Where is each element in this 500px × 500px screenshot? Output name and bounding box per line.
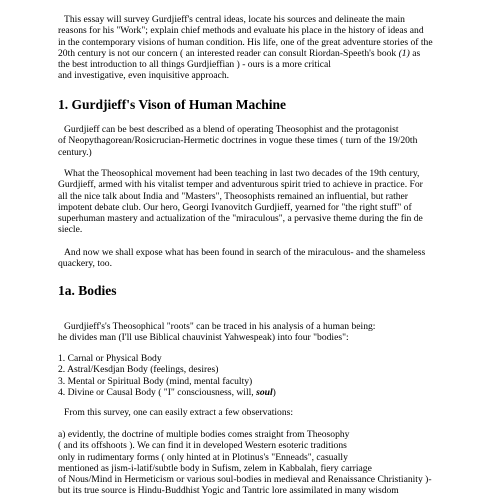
list-item: 2. Astral/Kesdjan Body (feelings, desires)	[58, 364, 219, 376]
text-fragment: )	[272, 386, 276, 398]
text-line: What the Theosophical movement had been teaching in last two decades of the 19th century,	[64, 168, 420, 179]
section1a-paragraph-3	[58, 429, 488, 497]
text-line: and investigative, even inquisitive approach.	[58, 70, 230, 82]
text-line: mentioned as jism-i-latif/subtle body in Sufism, zelem in Kabbalah, fiery carriage	[58, 462, 372, 474]
bodies-list	[58, 353, 488, 398]
text-line: of Nous/Mind in Hermeticism or various soul-bodies in medieval and Renaissance Christianity )-	[58, 474, 432, 486]
text-line: he divides man (I'll use Biblical chauvinist Yahwespeak) into four "bodies":	[58, 332, 349, 344]
text-line: century.)	[58, 146, 92, 158]
list-item: 1. Carnal or Physical Body	[58, 353, 162, 364]
text-line: Gurdjieff's's Theosophical "roots" can be traced in his analysis of a human being:	[64, 321, 376, 332]
text-line: siecle.	[58, 224, 83, 236]
text-line: From this survey, one can easily extract a few observations:	[64, 407, 294, 418]
text-line: a) evidently, the doctrine of multiple bodies comes straight from Theosophy	[58, 429, 350, 440]
text-fragment: 20th century is not our concern ( an interested reader can consult Riordan-Speeth's book	[58, 47, 399, 59]
text-line: impotent debate club. Our hero, Georgi Ivanovitch Gurdjieff, yearned for "the right stuff" of	[58, 201, 412, 213]
text-line: ( and its offshoots ). We can find it in developed Western esoteric traditions	[58, 440, 347, 452]
section1-paragraph-3	[58, 247, 488, 270]
text-line: quackery, too.	[58, 258, 112, 270]
text-line: This essay will survey Gurdjieff's central ideas, locate his sources and delineate the main	[64, 14, 405, 25]
footnote-reference: (1)	[398, 47, 410, 59]
text-line: superhuman mastery and actualization of the "miraculous", a pervasive theme during the fin de	[58, 213, 423, 225]
section1a-paragraph-2	[58, 407, 488, 418]
text-line: but its true source is Hindu-Buddhist Yogic and Tantric lore assimilated in many wisdom	[58, 485, 399, 497]
section1-paragraph-1	[58, 124, 488, 158]
text-line: of Neopythagorean/Rosicrucian-Hermetic doctrines in vogue these times ( turn of the 19/20th	[58, 135, 418, 147]
text-line	[58, 48, 488, 59]
text-fragment: as	[409, 47, 421, 59]
text-line: Gurdjieff can be best described as a blend of operating Theosophist and the protagonist	[64, 124, 399, 135]
section1-paragraph-2	[58, 168, 488, 236]
text-line: And now we shall expose what has been found in search of the miraculous- and the shameless	[64, 247, 426, 258]
section-heading-1a: 1a. Bodies	[58, 283, 117, 298]
text-line: only in rudimentary forms ( only hinted at in Plotinus's "Enneads", casually	[58, 451, 348, 463]
text-line: in the contemporary visions of human condition. His life, one of the great adventure stories of the	[58, 36, 433, 48]
text-line: Gurdjieff, armed with his vitalist temper and adventurous spirit tried to achieve in practice. For	[58, 179, 423, 191]
list-item: 3. Mental or Spiritual Body (mind, mental faculty)	[58, 375, 253, 387]
text-line: all the nice talk about India and "Masters", Theosophists remained an influential, but rather	[58, 190, 408, 202]
text-line: reasons for his "Work"; explain chief methods and evaluate his place in the history of ideas and	[58, 25, 424, 37]
section-heading-1: 1. Gurdjieff's Vison of Human Machine	[58, 97, 287, 112]
list-item	[58, 387, 488, 398]
text-line: the best introduction to all things Gurdjieffian ) - ours is a more critical	[58, 59, 331, 71]
emphasized-word: soul	[256, 386, 273, 398]
intro-paragraph	[58, 14, 488, 82]
text-fragment: 4. Divine or Causal Body ( "I" consciousness, will,	[58, 386, 257, 398]
section1a-paragraph-1	[58, 321, 488, 344]
